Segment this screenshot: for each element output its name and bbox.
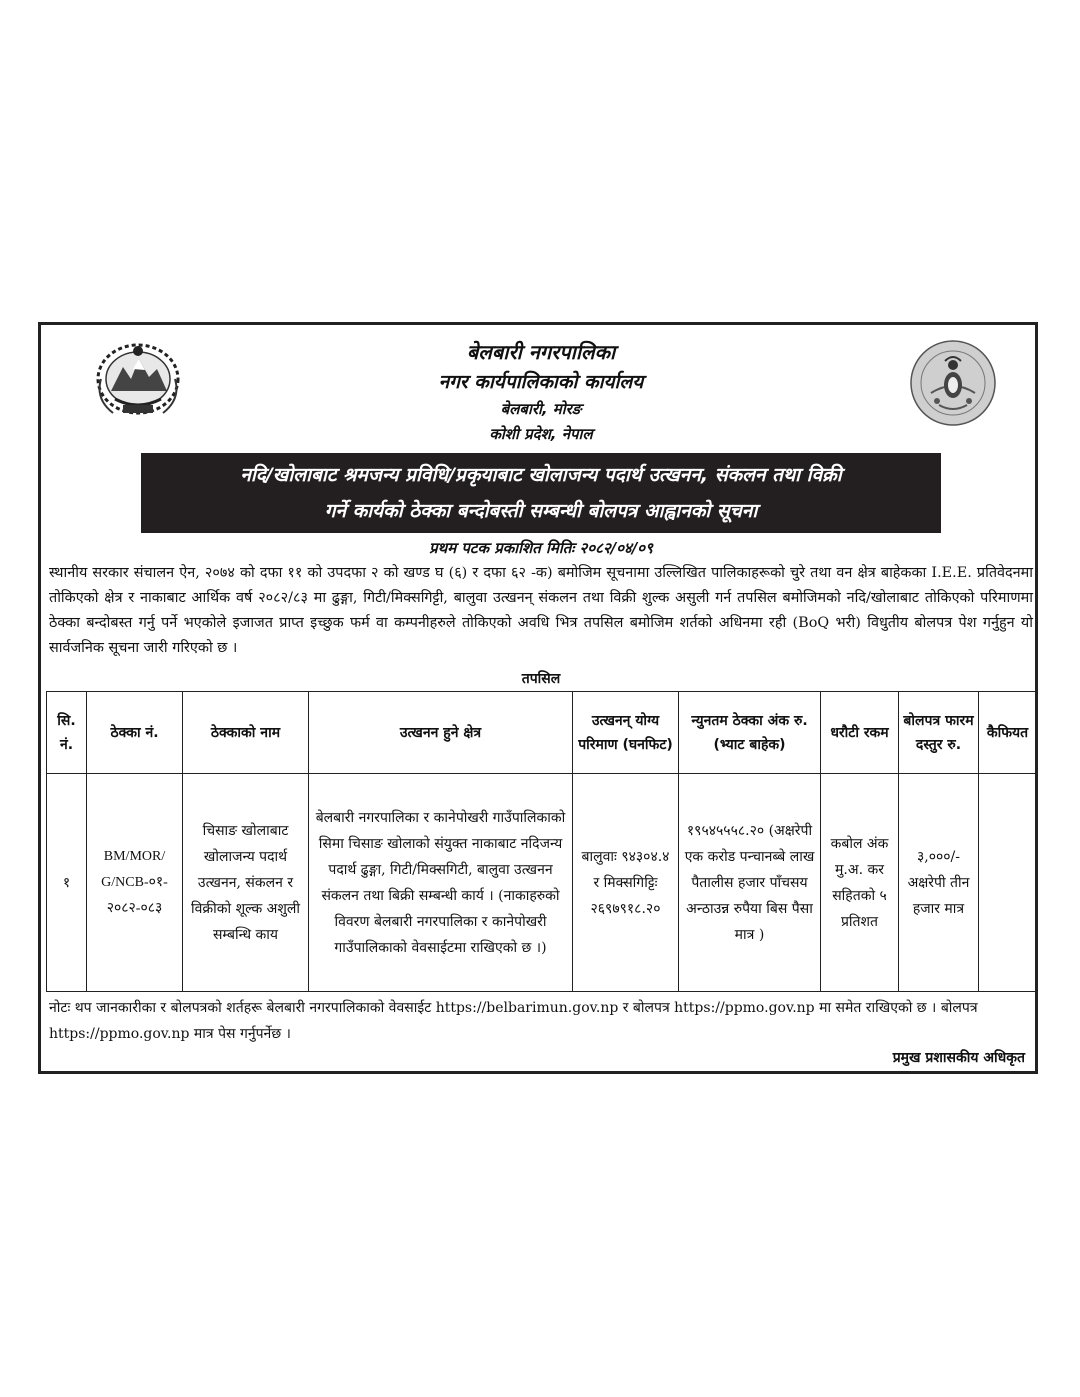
signatory-title: प्रमुख प्रशासकीय अधिकृत (892, 1050, 1025, 1066)
tender-schedule-table (46, 691, 1037, 992)
column-header: उत्खनन हुने क्षेत्र (309, 692, 573, 774)
column-header: ठेक्काको नाम (183, 692, 309, 774)
column-header: उत्खनन् योग्य परिमाण (घनफिट) (573, 692, 679, 774)
table-row (47, 774, 1037, 992)
municipality-name: बेलबारी नगरपालिका (466, 340, 616, 364)
office-location: बेलबारी, मोरङ (500, 400, 582, 418)
notice-title-line-2: गर्ने कार्यको ठेक्का बन्दोबस्ती सम्बन्धी बोलपत्र आह्वानको सूचना (324, 500, 758, 522)
publication-date: प्रथम पटक प्रकाशित मितिः २०८२/०४/०९ (429, 539, 653, 557)
office-header (41, 337, 1041, 447)
column-header: न्युनतम ठेक्का अंक रु. (भ्याट बाहेक) (679, 692, 821, 774)
quantity-cell: बालुवाः ९४३०४.४ र मिक्सगिट्टिः २६९७९१८.२० (573, 774, 679, 992)
table-header-row (47, 692, 1037, 774)
schedule-heading: तपसिल (521, 671, 561, 687)
excavation-area-cell: बेलबारी नगरपालिका र कानेपोखरी गाउँपालिकाको सिमा चिसाङ खोलाको संयुक्त नाकाबाट नदिजन्य पदार्थ ढुङ्गा, गिटी/मिक्सगिटी, बालुवा उत्खनन संकलन तथा बिक्री सम्बन्धी कार्य । (नाकाहरुको विवरण बेलबारी नगरपालिका र कानेपोखरी गाउँपालिकाको वेवसाईटमा राखिएको छ ।) (309, 774, 573, 992)
public-notice (38, 322, 1038, 1074)
remarks-cell (979, 774, 1037, 992)
minimum-amount-cell: १९५४५५५८.२० (अक्षरेपी एक करोड पन्चानब्बे लाख पैतालीस हजार पाँचसय अन्ठाउन्न रुपैया बिस पैसा मात्र ) (679, 774, 821, 992)
notice-title-line-1: नदि/खोलाबाट श्रमजन्य प्रविधि/प्रकृयाबाट खोलाजन्य पदार्थ उत्खनन, संकलन तथा विक्री (240, 464, 842, 486)
column-header: कैफियत (979, 692, 1037, 774)
deposit-cell: कबोल अंक मु.अ. कर सहितको ५ प्रतिशत (821, 774, 899, 992)
notice-title-banner (141, 453, 941, 533)
contract-name-cell: चिसाङ खोलाबाट खोलाजन्य पदार्थ उत्खनन, संकलन र विक्रीको शूल्क अशुली सम्बन्धि काय (183, 774, 309, 992)
office-name: नगर कार्यपालिकाको कार्यालय (438, 371, 644, 393)
column-header: बोलपत्र फारम दस्तुर रु. (899, 692, 979, 774)
intro-paragraph: स्थानीय सरकार संचालन ऐन, २०७४ को दफा ११ को उपदफा २ को खण्ड घ (६) र दफा ६२ -क) बमोजिम सूचनामा उल्लिखित पालिकाहरूको चुरे तथा वन क्षेत्र बाहेकका I.E.E. प्रतिवेदनमा तोकिएको क्षेत्र र नाकाबाट आर्थिक वर्ष २०८२/८३ मा ढुङ्गा, गिटी/मिक्सगिट्टी, बालुवा उत्खनन् संकलन तथा विक्री शुल्क असुली गर्न तपसिल बमोजिमको नदि/खोलाबाट तोकिएको परिमाणमा ठेक्का बन्दोबस्त गर्नु पर्ने भएकोले इजाजत प्राप्त इच्छुक फर्म वा कम्पनीहरुले तोकिएको अवधि भित्र तपसिल बमोजिम शर्तको अधिनमा रही (BoQ भरी) विधुतीय बोलपत्र पेश गर्नुहुन यो सार्वजनिक सूचना जारी गरिएको छ । (49, 565, 1033, 656)
form-fee-cell: ३,०००/- अक्षरेपी तीन हजार मात्र (899, 774, 979, 992)
province-country: कोशी प्रदेश, नेपाल (489, 425, 593, 443)
serial-number-cell: १ (47, 774, 87, 992)
contract-number-cell: BM/MOR/ G/NCB-०१- २०८२-०८३ (87, 774, 183, 992)
column-header: सि. नं. (47, 692, 87, 774)
column-header: धरौटी रकम (821, 692, 899, 774)
column-header: ठेक्का नं. (87, 692, 183, 774)
footer-note: नोटः थप जानकारीका र बोलपत्रको शर्तहरू बेलबारी नगरपालिकाको वेवसाईट https://belbarimun.gov.np र बोलपत्र https://ppmo.gov.np मा समेत राखिएको छ । बोलपत्र https://ppmo.gov.np मात्र पेस गर्नुपर्नेछ । (49, 1000, 978, 1042)
